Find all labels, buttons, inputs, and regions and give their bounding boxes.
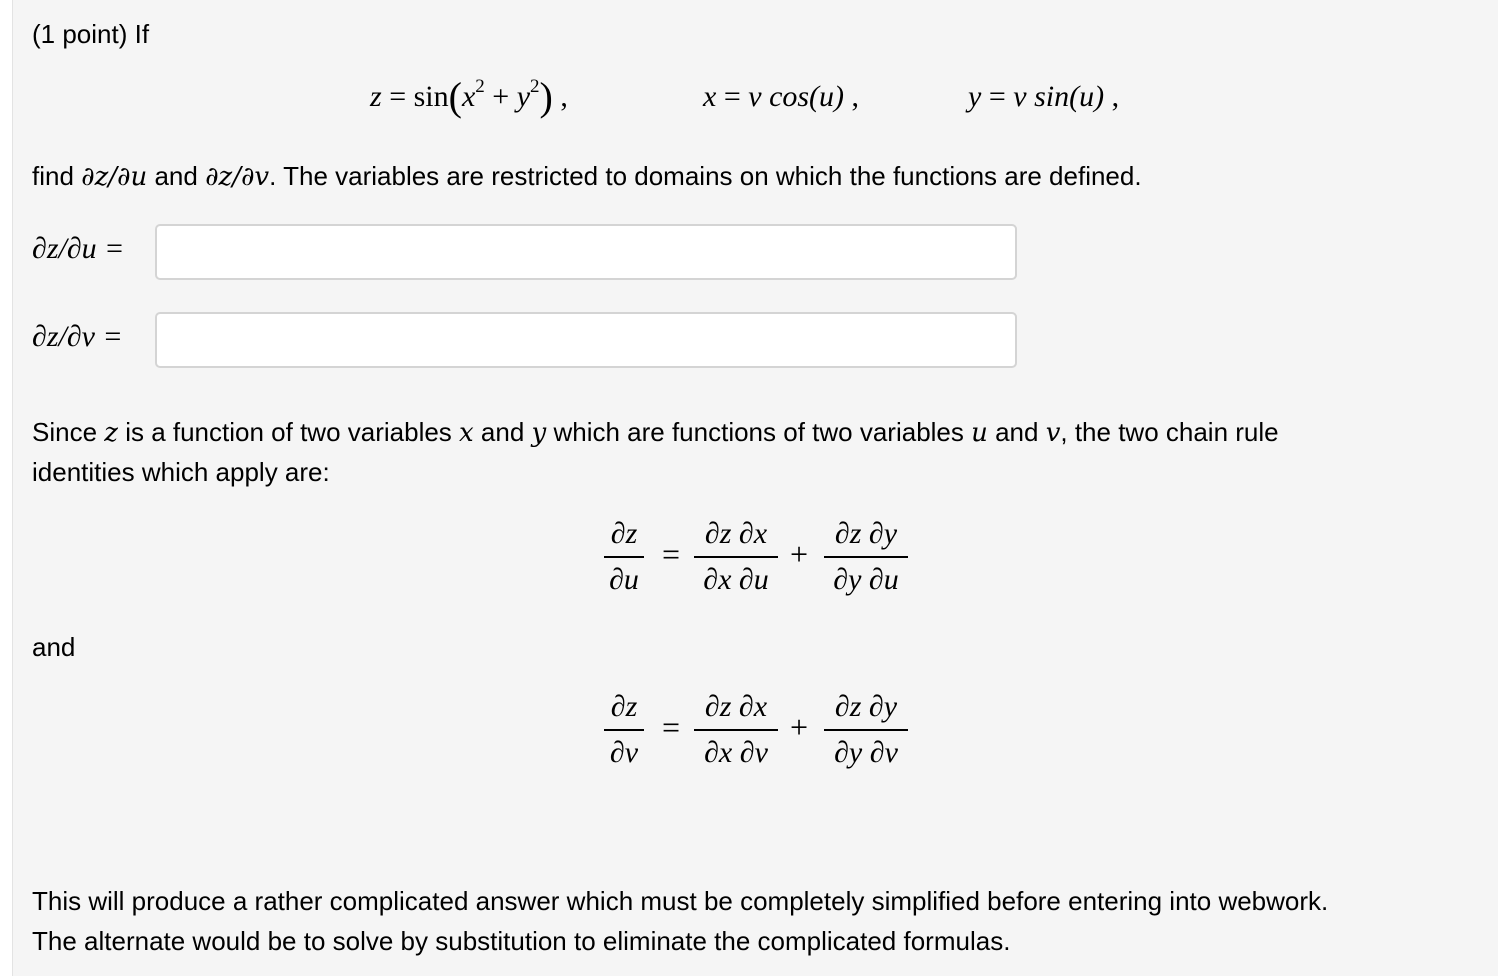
plus-sign: + (790, 536, 809, 572)
fraction-term-x: ∂z ∂x ∂x ∂v (694, 690, 778, 770)
equation-x: x = v cos(u) , (703, 80, 860, 113)
explanation-line-2: identities which apply are: (32, 457, 330, 487)
footer-line-2: The alternate would be to solve by substitution to eliminate the complicated formulas. (32, 926, 1011, 956)
fraction-term-x: ∂z ∂x ∂x ∂u (694, 517, 778, 597)
equals-sign: = (662, 536, 681, 572)
connector-and: and (32, 632, 76, 662)
explanation-line-1: Since z is a function of two variables x and y which are functions of two variables u and v, the two chain rule (32, 417, 1279, 448)
answer-label-dz-du: ∂z/∂u = (32, 232, 125, 265)
fraction-dz-du: ∂z ∂u (604, 517, 644, 597)
equation-z: $z = \sin(x^2 + y^2)$ , (370, 74, 568, 119)
plus-sign: + (790, 709, 809, 745)
answer-input-dz-dv[interactable] (155, 312, 1017, 368)
answer-label-dz-dv: ∂z/∂v = (32, 320, 123, 353)
fraction-term-y: ∂z ∂y ∂y ∂u (824, 517, 908, 597)
problem-header: (1 point) If (32, 19, 150, 49)
equation-y: y = v sin(u) , (968, 80, 1120, 113)
instruction-text: find ∂z/∂u and ∂z/∂v. The variables are restricted to domains on which the functions are defined. (32, 161, 1142, 192)
footer-line-1: This will produce a rather complicated answer which must be completely simplified before entering into webwork. (32, 886, 1329, 916)
fraction-dz-dv: ∂z ∂v (604, 690, 644, 770)
equals-sign: = (662, 709, 681, 745)
fraction-term-y: ∂z ∂y ∂y ∂v (824, 690, 908, 770)
answer-input-dz-du[interactable] (155, 224, 1017, 280)
